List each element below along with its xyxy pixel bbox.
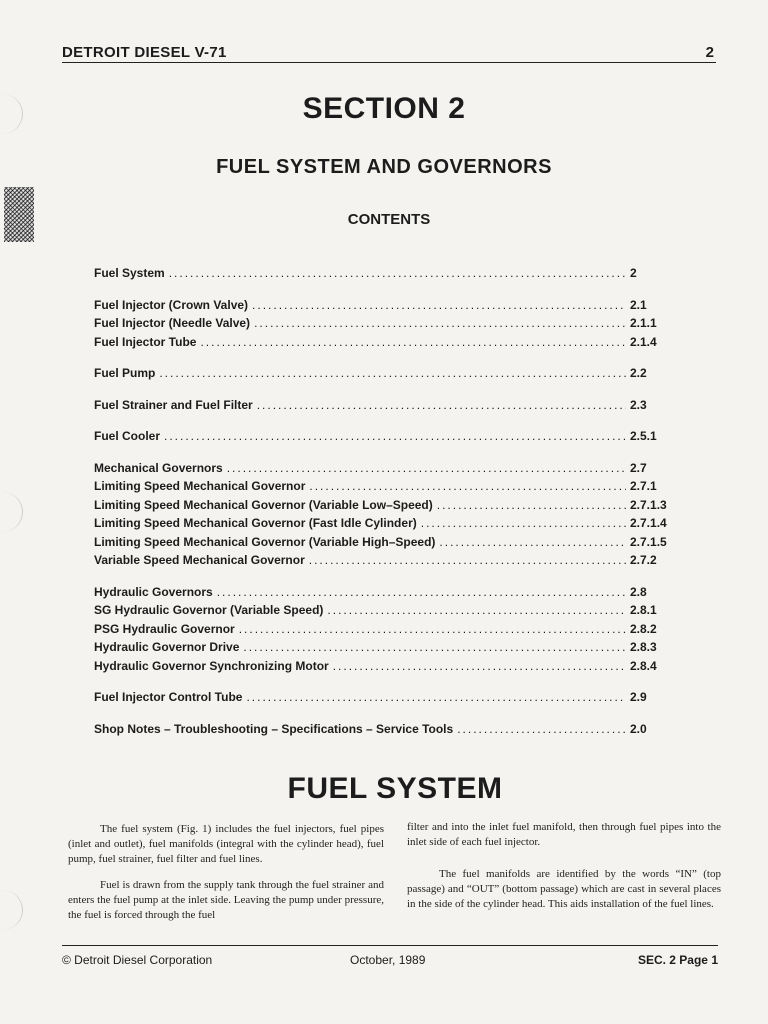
toc-entry [94, 498, 674, 517]
toc-leader-dots [159, 366, 626, 380]
toc-entry [94, 722, 674, 741]
toc-entry [94, 690, 674, 709]
toc-entry-label: Limiting Speed Mechanical Governor (Fast Idle Cylinder) [94, 516, 417, 530]
toc-entry-section-number: 2.7.1.4 [630, 516, 667, 530]
toc-entry-label: Fuel Injector Control Tube [94, 690, 243, 704]
toc-entry-label: Hydraulic Governors [94, 584, 213, 599]
toc-leader-dots [246, 690, 626, 704]
toc-entry-label: Fuel Cooler [94, 429, 161, 443]
toc-entry-label: Fuel Injector (Needle Valve) [94, 316, 251, 330]
toc-leader-dots [200, 335, 626, 349]
toc-entry [94, 429, 674, 448]
table-of-contents [94, 266, 674, 753]
toc-leader-dots [333, 659, 626, 673]
toc-entry-section-number: 2.7.1 [630, 479, 657, 493]
paragraph: Fuel is drawn from the supply tank through the fuel strainer and enters the fuel pump at the inlet side. Leaving the pump under pressure, the fuel is forced through the fuel [68, 879, 384, 921]
toc-entry [94, 603, 674, 622]
toc-entry [94, 516, 674, 535]
toc-leader-dots [327, 603, 626, 617]
toc-entry-label: Hydraulic Governor Drive [94, 640, 240, 654]
toc-entry-section-number: 2.8.1 [630, 603, 657, 617]
toc-entry [94, 266, 674, 285]
toc-entry-label: Hydraulic Governor Synchronizing Motor [94, 658, 329, 673]
toc-entry [94, 553, 674, 572]
toc-leader-dots [437, 498, 626, 512]
toc-entry-label: Variable Speed Mechanical Governor [94, 553, 305, 567]
section-subtitle: FUEL SYSTEM AND GOVERNORS [216, 156, 552, 178]
toc-entry-label: Fuel Strainer and Fuel Filter [94, 397, 253, 412]
toc-group [94, 461, 674, 572]
toc-leader-dots [439, 535, 626, 549]
toc-leader-dots [217, 585, 626, 599]
toc-entry [94, 659, 674, 678]
toc-leader-dots [227, 461, 626, 475]
toc-leader-dots [239, 622, 626, 636]
toc-leader-dots [457, 722, 626, 736]
footer-copyright: © Detroit Diesel Corporation [62, 953, 213, 967]
toc-entry-section-number: 2.0 [630, 721, 647, 736]
toc-entry-section-number: 2.8 [630, 584, 647, 599]
toc-entry-section-number: 2.7.1.3 [630, 497, 667, 512]
toc-entry-section-number: 2.3 [630, 397, 647, 412]
toc-entry [94, 585, 674, 604]
toc-entry-label: Limiting Speed Mechanical Governor (Variable Low–Speed) [94, 497, 433, 512]
toc-entry-section-number: 2.9 [630, 690, 647, 704]
toc-entry-label: Fuel Pump [94, 366, 156, 380]
body-column-right [407, 820, 721, 923]
body-column-left [68, 822, 384, 934]
paragraph: The fuel system (Fig. 1) includes the fuel injectors, fuel pipes (inlet and outlet), fuel manifolds (integral with the cylinder head), fuel pump, fuel strainer, fuel filter and fuel lines. [68, 823, 384, 865]
toc-entry-section-number: 2.1.4 [630, 334, 657, 349]
header-page-number: 2 [705, 44, 714, 61]
toc-entry [94, 366, 674, 385]
toc-entry [94, 398, 674, 417]
toc-entry-label: Fuel Injector (Crown Valve) [94, 297, 249, 312]
toc-group [94, 266, 674, 285]
toc-entry-label: SG Hydraulic Governor (Variable Speed) [94, 603, 324, 617]
toc-entry [94, 640, 674, 659]
toc-entry [94, 622, 674, 641]
contents-heading: CONTENTS [347, 211, 431, 228]
section-title: SECTION 2 [302, 92, 466, 125]
fuel-system-heading: FUEL SYSTEM [287, 772, 503, 805]
toc-leader-dots [421, 516, 626, 530]
toc-entry-label: Limiting Speed Mechanical Governor [94, 479, 306, 493]
toc-group [94, 690, 674, 709]
paragraph: The fuel manifolds are identified by the words “IN” (top passage) and “OUT” (bottom passage) which are cast in several places in the side of the cylinder head. This aids installation of the fuel lines. [407, 868, 721, 910]
toc-entry-label: PSG Hydraulic Governor [94, 621, 235, 636]
toc-entry-section-number: 2.8.2 [630, 621, 657, 636]
toc-entry-label: Mechanical Governors [94, 460, 223, 475]
toc-entry-section-number: 2.1 [630, 297, 647, 312]
manual-title: DETROIT DIESEL V-71 [62, 44, 227, 61]
toc-entry [94, 479, 674, 498]
toc-entry-section-number: 2.8.4 [630, 658, 657, 673]
toc-entry [94, 316, 674, 335]
toc-entry-section-number: 2 [630, 266, 637, 280]
toc-entry-label: Fuel Injector Tube [94, 334, 197, 349]
toc-leader-dots [243, 640, 626, 654]
toc-group [94, 366, 674, 385]
toc-leader-dots [309, 553, 626, 567]
toc-group [94, 722, 674, 741]
toc-entry [94, 298, 674, 317]
page-footer [62, 945, 718, 971]
toc-entry [94, 335, 674, 354]
binder-hole [0, 890, 23, 930]
toc-group [94, 398, 674, 417]
toc-entry-label: Shop Notes – Troubleshooting – Specifications – Service Tools [94, 721, 454, 736]
toc-entry-section-number: 2.1.1 [630, 316, 657, 330]
toc-entry-label: Limiting Speed Mechanical Governor (Variable High–Speed) [94, 534, 436, 549]
toc-entry [94, 461, 674, 480]
toc-leader-dots [164, 429, 626, 443]
toc-entry [94, 535, 674, 554]
paragraph: filter and into the inlet fuel manifold, then through fuel pipes into the inlet side of each fuel injector. [407, 821, 721, 848]
page-header [62, 42, 716, 63]
toc-leader-dots [309, 479, 626, 493]
toc-group [94, 298, 674, 354]
toc-entry-section-number: 2.7.1.5 [630, 534, 667, 549]
toc-entry-section-number: 2.7.2 [630, 553, 657, 567]
toc-leader-dots [252, 298, 626, 312]
toc-group [94, 585, 674, 678]
footer-date: October, 1989 [350, 953, 426, 967]
toc-entry-section-number: 2.7 [630, 460, 647, 475]
toc-leader-dots [257, 398, 626, 412]
footer-page-number: SEC. 2 Page 1 [637, 953, 718, 967]
toc-entry-label: Fuel System [94, 266, 165, 280]
toc-group [94, 429, 674, 448]
toc-entry-section-number: 2.8.3 [630, 640, 657, 654]
toc-leader-dots [254, 316, 626, 330]
toc-entry-section-number: 2.2 [630, 366, 647, 380]
toc-entry-section-number: 2.5.1 [630, 429, 657, 443]
binder-hole [0, 492, 23, 532]
toc-leader-dots [169, 266, 626, 280]
